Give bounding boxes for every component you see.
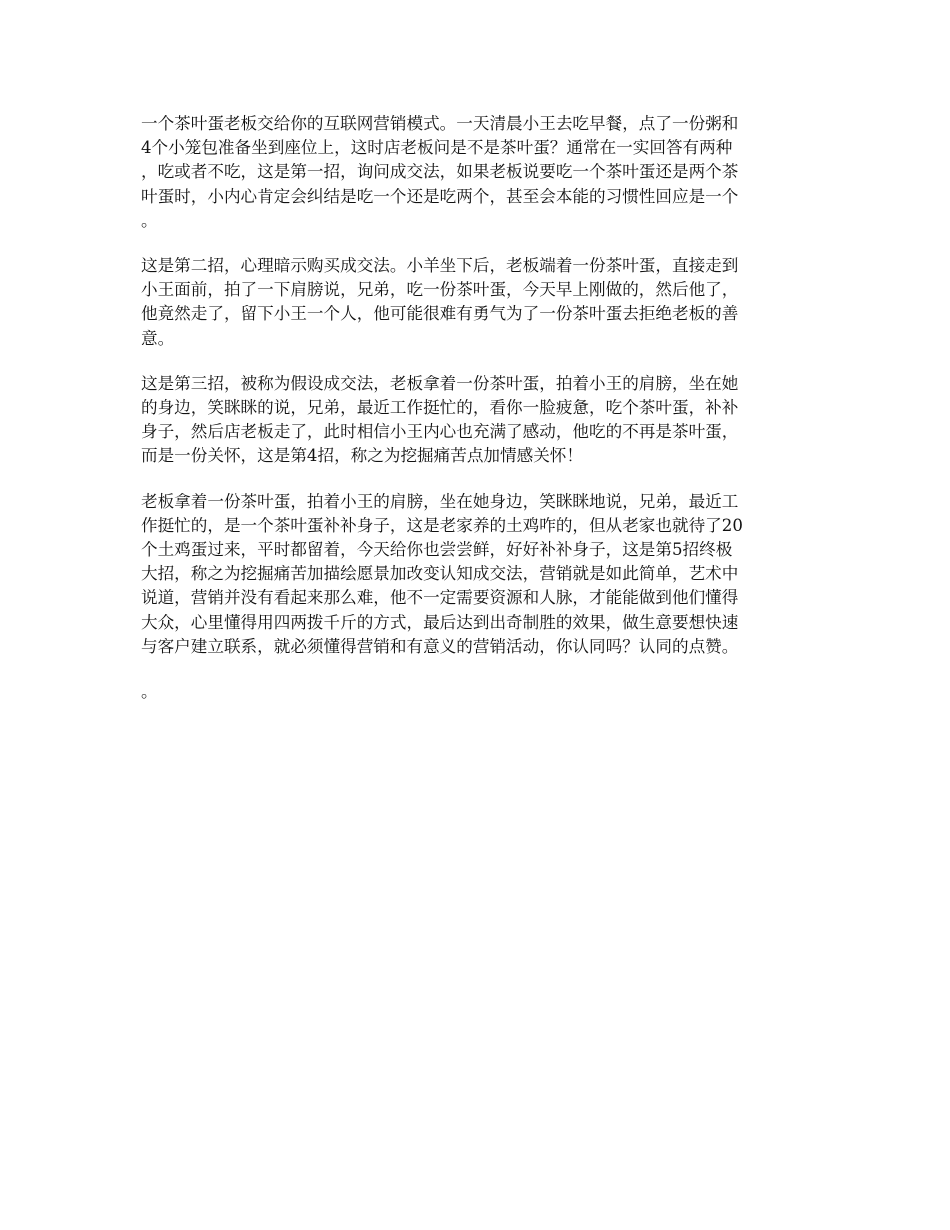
document-page bbox=[141, 112, 811, 725]
paragraph-2: 这是第二招，心理暗示购买成交法。小羊坐下后，老板端着一份茶叶蛋，直接走到 小王面前，拍了一下肩膀说，兄弟，吃一份茶叶蛋，今天早上刚做的，然后他了， 他竟然走了，留下小王一个人，他可能很难有勇气为了一份茶叶蛋去拒绝老板的善 意。 bbox=[141, 256, 739, 348]
paragraph-3: 这是第三招，被称为假设成交法，老板拿着一份茶叶蛋，拍着小王的肩膀，坐在她 的身边，笑眯眯的说，兄弟，最近工作挺忙的，看你一脸疲惫，吃个茶叶蛋，补补 身子，然后店老板走了，此时相信小王内心也充满了感动，他吃的不再是茶叶蛋， 而是一份关怀，这是第4招，称之为挖掘痛苦点加情感关怀！ bbox=[141, 373, 739, 466]
paragraph-4: 老板拿着一份茶叶蛋，拍着小王的肩膀，坐在她身边，笑眯眯地说，兄弟，最近工 作挺忙的，是一个茶叶蛋补补身子，这是老家养的土鸡咋的，但从老家也就待了20 个土鸡蛋过来，平时都留着，今天给你也尝尝鲜，好好补补身子，这是第5招终极 大招，称之为挖掘痛苦加描绘愿景加改变认知成交法，营销就是如此简单，艺术中 说道，营销并没有看起来那么难，他不一定需要资源和人脉，才能能做到他们懂得 大众，心里懂得用四两拨千斤的方式，最后达到出奇制胜的效果，做生意要想快速 与客户建立联系，就必须懂得营销和有意义的营销活动，你认同吗？认同的点赞。 bbox=[141, 491, 743, 656]
paragraph-1: 一个茶叶蛋老板交给你的互联网营销模式。一天清晨小王去吃早餐，点了一份粥和 4个小笼包准备坐到座位上，这时店老板问是不是茶叶蛋？通常在一实回答有两种 ，吃或者不吃，这是第一招，询问成交法，如果老板说要吃一个茶叶蛋还是两个茶 叶蛋时，小内心肯定会纠结是吃一个还是吃两个，甚至会本能的习惯性回应是一个 。 bbox=[141, 114, 739, 230]
paragraph-5: 。 bbox=[141, 682, 158, 702]
